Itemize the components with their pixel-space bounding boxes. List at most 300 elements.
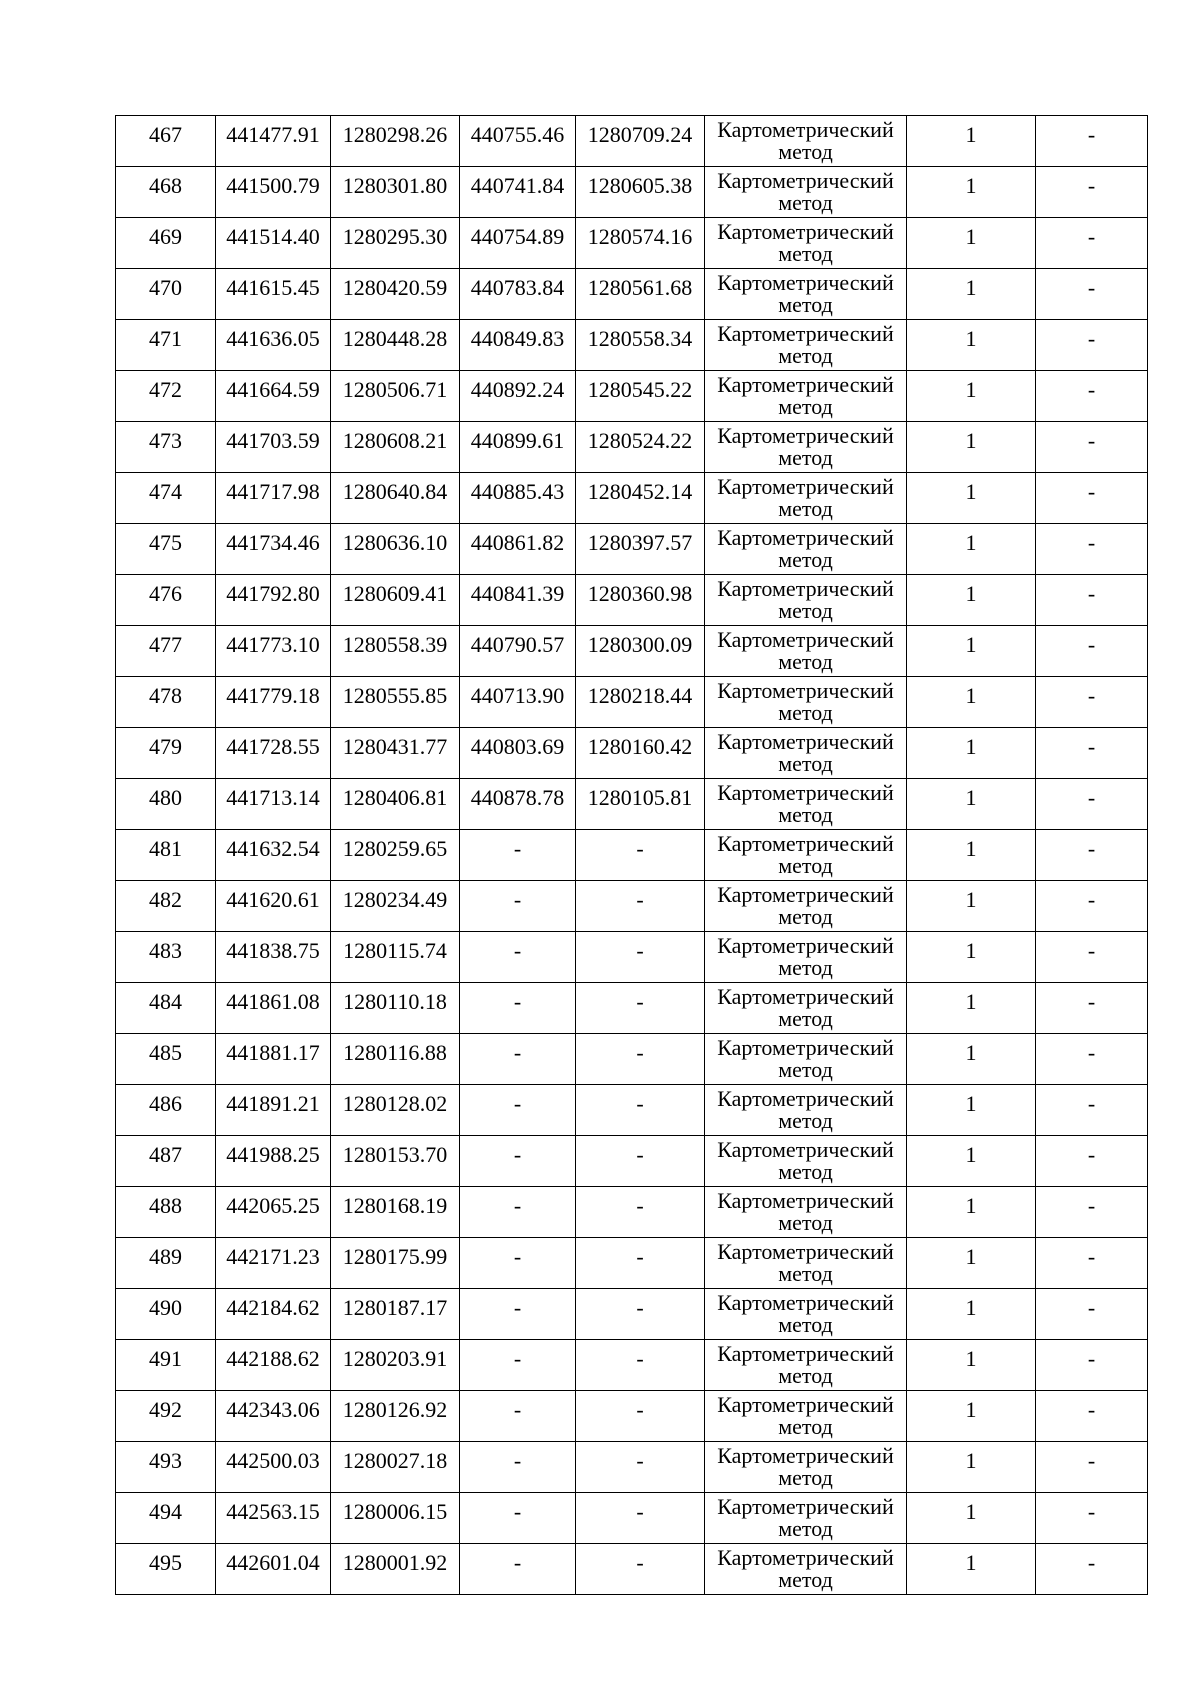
cell-x-coordinate: 442500.03	[216, 1442, 331, 1493]
cell-point-number: 471	[116, 320, 216, 371]
cell-note: -	[1036, 320, 1148, 371]
cell-method	[705, 728, 907, 779]
method-line-2: метод	[778, 751, 833, 776]
method-line-2: метод	[778, 241, 833, 266]
cell-note: -	[1036, 1391, 1148, 1442]
method-line-1: Картометрический	[717, 1290, 894, 1315]
cell-x-coordinate: 441620.61	[216, 881, 331, 932]
table-row	[116, 218, 1148, 269]
cell-y-coordinate-2: -	[576, 1136, 705, 1187]
method-line-1: Картометрический	[717, 321, 894, 346]
method-line-2: метод	[778, 1516, 833, 1541]
method-line-2: метод	[778, 700, 833, 725]
cell-y-coordinate: 1280110.18	[331, 983, 460, 1034]
cell-y-coordinate-2: 1280360.98	[576, 575, 705, 626]
cell-y-coordinate-2: -	[576, 1085, 705, 1136]
cell-x-coordinate: 441514.40	[216, 218, 331, 269]
method-line-2: метод	[778, 1261, 833, 1286]
method-line-2: метод	[778, 955, 833, 980]
cell-method	[705, 1136, 907, 1187]
method-line-1: Картометрический	[717, 423, 894, 448]
cell-y-coordinate: 1280153.70	[331, 1136, 460, 1187]
cell-accuracy: 1	[907, 218, 1036, 269]
cell-method	[705, 779, 907, 830]
cell-x-coordinate-2: -	[460, 1493, 576, 1544]
cell-x-coordinate-2: 440885.43	[460, 473, 576, 524]
cell-x-coordinate-2: -	[460, 983, 576, 1034]
method-line-2: метод	[778, 1006, 833, 1031]
method-line-2: метод	[778, 904, 833, 929]
cell-x-coordinate-2: -	[460, 1136, 576, 1187]
method-line-2: метод	[778, 292, 833, 317]
cell-y-coordinate: 1280295.30	[331, 218, 460, 269]
cell-note: -	[1036, 1136, 1148, 1187]
cell-y-coordinate: 1280301.80	[331, 167, 460, 218]
cell-y-coordinate: 1280259.65	[331, 830, 460, 881]
cell-method	[705, 575, 907, 626]
cell-y-coordinate-2: -	[576, 830, 705, 881]
cell-y-coordinate: 1280027.18	[331, 1442, 460, 1493]
method-line-1: Картометрический	[717, 831, 894, 856]
cell-point-number: 492	[116, 1391, 216, 1442]
cell-note: -	[1036, 728, 1148, 779]
cell-y-coordinate: 1280187.17	[331, 1289, 460, 1340]
method-line-2: метод	[778, 1363, 833, 1388]
cell-x-coordinate-2: 440878.78	[460, 779, 576, 830]
cell-accuracy: 1	[907, 728, 1036, 779]
method-line-1: Картометрический	[717, 1086, 894, 1111]
cell-method	[705, 320, 907, 371]
cell-x-coordinate: 441664.59	[216, 371, 331, 422]
cell-method	[705, 626, 907, 677]
cell-x-coordinate: 442343.06	[216, 1391, 331, 1442]
method-line-1: Картометрический	[717, 678, 894, 703]
method-line-1: Картометрический	[717, 117, 894, 142]
cell-accuracy: 1	[907, 677, 1036, 728]
method-line-2: метод	[778, 1414, 833, 1439]
cell-x-coordinate-2: 440741.84	[460, 167, 576, 218]
cell-x-coordinate: 441734.46	[216, 524, 331, 575]
cell-method	[705, 371, 907, 422]
cell-y-coordinate-2: 1280397.57	[576, 524, 705, 575]
cell-x-coordinate-2: -	[460, 932, 576, 983]
method-line-1: Картометрический	[717, 576, 894, 601]
cell-y-coordinate: 1280006.15	[331, 1493, 460, 1544]
cell-method	[705, 1442, 907, 1493]
table-row	[116, 320, 1148, 371]
cell-accuracy: 1	[907, 116, 1036, 167]
cell-y-coordinate-2: -	[576, 881, 705, 932]
table-row	[116, 1442, 1148, 1493]
cell-x-coordinate: 441881.17	[216, 1034, 331, 1085]
cell-accuracy: 1	[907, 269, 1036, 320]
cell-point-number: 468	[116, 167, 216, 218]
cell-y-coordinate: 1280640.84	[331, 473, 460, 524]
table-row	[116, 1187, 1148, 1238]
method-line-2: метод	[778, 394, 833, 419]
cell-x-coordinate: 441632.54	[216, 830, 331, 881]
cell-x-coordinate: 442563.15	[216, 1493, 331, 1544]
method-line-2: метод	[778, 1465, 833, 1490]
table-row	[116, 524, 1148, 575]
table-row	[116, 473, 1148, 524]
cell-note: -	[1036, 881, 1148, 932]
cell-accuracy: 1	[907, 830, 1036, 881]
cell-method	[705, 881, 907, 932]
cell-x-coordinate-2: -	[460, 1442, 576, 1493]
cell-note: -	[1036, 524, 1148, 575]
cell-point-number: 482	[116, 881, 216, 932]
cell-method	[705, 1187, 907, 1238]
cell-x-coordinate-2: 440713.90	[460, 677, 576, 728]
cell-x-coordinate: 441500.79	[216, 167, 331, 218]
cell-method	[705, 1238, 907, 1289]
method-line-2: метод	[778, 445, 833, 470]
cell-x-coordinate: 442065.25	[216, 1187, 331, 1238]
cell-point-number: 476	[116, 575, 216, 626]
cell-x-coordinate: 441703.59	[216, 422, 331, 473]
cell-accuracy: 1	[907, 1493, 1036, 1544]
cell-y-coordinate-2: -	[576, 1544, 705, 1595]
cell-y-coordinate-2: 1280545.22	[576, 371, 705, 422]
cell-y-coordinate-2: -	[576, 983, 705, 1034]
cell-y-coordinate: 1280608.21	[331, 422, 460, 473]
cell-y-coordinate-2: 1280605.38	[576, 167, 705, 218]
cell-y-coordinate: 1280175.99	[331, 1238, 460, 1289]
cell-x-coordinate: 441838.75	[216, 932, 331, 983]
cell-method	[705, 422, 907, 473]
method-line-2: метод	[778, 1108, 833, 1133]
cell-accuracy: 1	[907, 881, 1036, 932]
cell-point-number: 488	[116, 1187, 216, 1238]
method-line-1: Картометрический	[717, 168, 894, 193]
cell-point-number: 485	[116, 1034, 216, 1085]
cell-y-coordinate: 1280234.49	[331, 881, 460, 932]
cell-accuracy: 1	[907, 1136, 1036, 1187]
table-row	[116, 1289, 1148, 1340]
cell-y-coordinate: 1280203.91	[331, 1340, 460, 1391]
cell-note: -	[1036, 932, 1148, 983]
cell-x-coordinate-2: -	[460, 1289, 576, 1340]
method-line-1: Картометрический	[717, 882, 894, 907]
cell-x-coordinate: 442171.23	[216, 1238, 331, 1289]
method-line-2: метод	[778, 1312, 833, 1337]
method-line-2: метод	[778, 190, 833, 215]
cell-y-coordinate: 1280431.77	[331, 728, 460, 779]
cell-x-coordinate-2: 440849.83	[460, 320, 576, 371]
cell-note: -	[1036, 779, 1148, 830]
cell-x-coordinate: 441891.21	[216, 1085, 331, 1136]
table-row	[116, 881, 1148, 932]
cell-note: -	[1036, 1340, 1148, 1391]
cell-note: -	[1036, 1493, 1148, 1544]
cell-method	[705, 1034, 907, 1085]
cell-x-coordinate: 441615.45	[216, 269, 331, 320]
cell-method	[705, 1493, 907, 1544]
cell-y-coordinate-2: 1280524.22	[576, 422, 705, 473]
cell-note: -	[1036, 371, 1148, 422]
cell-x-coordinate-2: -	[460, 881, 576, 932]
cell-note: -	[1036, 677, 1148, 728]
cell-note: -	[1036, 1289, 1148, 1340]
table-row	[116, 575, 1148, 626]
cell-method	[705, 677, 907, 728]
cell-accuracy: 1	[907, 473, 1036, 524]
cell-method	[705, 932, 907, 983]
method-line-1: Картометрический	[717, 780, 894, 805]
cell-method	[705, 1340, 907, 1391]
cell-x-coordinate-2: 440892.24	[460, 371, 576, 422]
cell-note: -	[1036, 1085, 1148, 1136]
cell-method	[705, 1085, 907, 1136]
cell-note: -	[1036, 575, 1148, 626]
cell-y-coordinate: 1280506.71	[331, 371, 460, 422]
cell-point-number: 472	[116, 371, 216, 422]
method-line-2: метод	[778, 139, 833, 164]
cell-note: -	[1036, 218, 1148, 269]
cell-x-coordinate-2: 440861.82	[460, 524, 576, 575]
cell-y-coordinate: 1280420.59	[331, 269, 460, 320]
cell-accuracy: 1	[907, 320, 1036, 371]
cell-note: -	[1036, 830, 1148, 881]
cell-method	[705, 473, 907, 524]
cell-x-coordinate: 441773.10	[216, 626, 331, 677]
cell-y-coordinate-2: 1280561.68	[576, 269, 705, 320]
cell-point-number: 487	[116, 1136, 216, 1187]
cell-y-coordinate-2: -	[576, 932, 705, 983]
cell-point-number: 490	[116, 1289, 216, 1340]
cell-accuracy: 1	[907, 1340, 1036, 1391]
table-row	[116, 830, 1148, 881]
cell-point-number: 477	[116, 626, 216, 677]
cell-note: -	[1036, 422, 1148, 473]
table-row	[116, 1544, 1148, 1595]
cell-y-coordinate: 1280001.92	[331, 1544, 460, 1595]
cell-method	[705, 116, 907, 167]
cell-point-number: 484	[116, 983, 216, 1034]
method-line-1: Картометрический	[717, 627, 894, 652]
cell-x-coordinate-2: -	[460, 1544, 576, 1595]
cell-x-coordinate: 441717.98	[216, 473, 331, 524]
cell-point-number: 493	[116, 1442, 216, 1493]
method-line-2: метод	[778, 802, 833, 827]
cell-note: -	[1036, 116, 1148, 167]
cell-method	[705, 1544, 907, 1595]
cell-y-coordinate: 1280558.39	[331, 626, 460, 677]
cell-x-coordinate-2: 440899.61	[460, 422, 576, 473]
cell-point-number: 474	[116, 473, 216, 524]
cell-y-coordinate-2: -	[576, 1238, 705, 1289]
cell-y-coordinate: 1280128.02	[331, 1085, 460, 1136]
table-row	[116, 1238, 1148, 1289]
cell-point-number: 486	[116, 1085, 216, 1136]
table-row	[116, 167, 1148, 218]
method-line-2: метод	[778, 547, 833, 572]
cell-x-coordinate-2: -	[460, 830, 576, 881]
cell-x-coordinate-2: -	[460, 1085, 576, 1136]
cell-x-coordinate-2: 440783.84	[460, 269, 576, 320]
table-row	[116, 1085, 1148, 1136]
method-line-1: Картометрический	[717, 933, 894, 958]
cell-note: -	[1036, 1544, 1148, 1595]
cell-accuracy: 1	[907, 1442, 1036, 1493]
table-row	[116, 779, 1148, 830]
cell-y-coordinate: 1280168.19	[331, 1187, 460, 1238]
method-line-1: Картометрический	[717, 372, 894, 397]
cell-x-coordinate: 441477.91	[216, 116, 331, 167]
method-line-2: метод	[778, 1057, 833, 1082]
cell-x-coordinate: 441713.14	[216, 779, 331, 830]
table-row	[116, 422, 1148, 473]
cell-accuracy: 1	[907, 1544, 1036, 1595]
cell-accuracy: 1	[907, 371, 1036, 422]
cell-y-coordinate-2: 1280574.16	[576, 218, 705, 269]
cell-note: -	[1036, 473, 1148, 524]
cell-accuracy: 1	[907, 167, 1036, 218]
cell-x-coordinate: 441861.08	[216, 983, 331, 1034]
cell-accuracy: 1	[907, 932, 1036, 983]
cell-point-number: 491	[116, 1340, 216, 1391]
table-row	[116, 932, 1148, 983]
cell-point-number: 479	[116, 728, 216, 779]
method-line-1: Картометрический	[717, 1239, 894, 1264]
cell-accuracy: 1	[907, 779, 1036, 830]
cell-x-coordinate-2: 440755.46	[460, 116, 576, 167]
cell-point-number: 495	[116, 1544, 216, 1595]
cell-point-number: 481	[116, 830, 216, 881]
method-line-2: метод	[778, 343, 833, 368]
table-row	[116, 677, 1148, 728]
cell-accuracy: 1	[907, 422, 1036, 473]
cell-point-number: 469	[116, 218, 216, 269]
cell-accuracy: 1	[907, 1187, 1036, 1238]
table-row	[116, 728, 1148, 779]
table-body	[116, 116, 1148, 1595]
method-line-1: Картометрический	[717, 1545, 894, 1570]
cell-y-coordinate: 1280116.88	[331, 1034, 460, 1085]
cell-y-coordinate-2: 1280218.44	[576, 677, 705, 728]
method-line-2: метод	[778, 1210, 833, 1235]
method-line-1: Картометрический	[717, 1035, 894, 1060]
cell-y-coordinate-2: -	[576, 1034, 705, 1085]
cell-x-coordinate-2: 440803.69	[460, 728, 576, 779]
method-line-1: Картометрический	[717, 1188, 894, 1213]
cell-y-coordinate-2: -	[576, 1442, 705, 1493]
cell-x-coordinate-2: -	[460, 1034, 576, 1085]
cell-accuracy: 1	[907, 1238, 1036, 1289]
cell-point-number: 473	[116, 422, 216, 473]
cell-point-number: 467	[116, 116, 216, 167]
cell-y-coordinate: 1280126.92	[331, 1391, 460, 1442]
cell-point-number: 470	[116, 269, 216, 320]
cell-x-coordinate: 441988.25	[216, 1136, 331, 1187]
cell-y-coordinate: 1280609.41	[331, 575, 460, 626]
cell-x-coordinate: 442601.04	[216, 1544, 331, 1595]
cell-point-number: 475	[116, 524, 216, 575]
cell-y-coordinate-2: -	[576, 1187, 705, 1238]
cell-method	[705, 830, 907, 881]
coordinates-table	[115, 115, 1148, 1595]
method-line-1: Картометрический	[717, 525, 894, 550]
cell-method	[705, 1289, 907, 1340]
method-line-1: Картометрический	[717, 1341, 894, 1366]
table-row	[116, 1136, 1148, 1187]
cell-y-coordinate: 1280448.28	[331, 320, 460, 371]
cell-point-number: 478	[116, 677, 216, 728]
cell-point-number: 494	[116, 1493, 216, 1544]
cell-x-coordinate-2: -	[460, 1187, 576, 1238]
method-line-1: Картометрический	[717, 1392, 894, 1417]
method-line-2: метод	[778, 598, 833, 623]
cell-accuracy: 1	[907, 1289, 1036, 1340]
cell-method	[705, 218, 907, 269]
cell-note: -	[1036, 626, 1148, 677]
cell-y-coordinate: 1280115.74	[331, 932, 460, 983]
method-line-1: Картометрический	[717, 729, 894, 754]
cell-y-coordinate-2: -	[576, 1391, 705, 1442]
cell-x-coordinate: 442184.62	[216, 1289, 331, 1340]
cell-x-coordinate-2: 440754.89	[460, 218, 576, 269]
cell-note: -	[1036, 983, 1148, 1034]
method-line-1: Картометрический	[717, 1494, 894, 1519]
table-row	[116, 269, 1148, 320]
cell-y-coordinate-2: -	[576, 1340, 705, 1391]
cell-point-number: 483	[116, 932, 216, 983]
method-line-1: Картометрический	[717, 1443, 894, 1468]
method-line-1: Картометрический	[717, 984, 894, 1009]
method-line-1: Картометрический	[717, 474, 894, 499]
cell-accuracy: 1	[907, 1034, 1036, 1085]
cell-y-coordinate-2: 1280452.14	[576, 473, 705, 524]
method-line-2: метод	[778, 1159, 833, 1184]
cell-accuracy: 1	[907, 575, 1036, 626]
cell-x-coordinate: 442188.62	[216, 1340, 331, 1391]
cell-x-coordinate: 441779.18	[216, 677, 331, 728]
cell-x-coordinate: 441728.55	[216, 728, 331, 779]
table-row	[116, 116, 1148, 167]
table-row	[116, 1340, 1148, 1391]
cell-y-coordinate-2: 1280160.42	[576, 728, 705, 779]
cell-y-coordinate-2: -	[576, 1493, 705, 1544]
method-line-1: Картометрический	[717, 270, 894, 295]
table-row	[116, 371, 1148, 422]
method-line-2: метод	[778, 853, 833, 878]
cell-y-coordinate: 1280555.85	[331, 677, 460, 728]
table-row	[116, 983, 1148, 1034]
cell-note: -	[1036, 1187, 1148, 1238]
cell-x-coordinate: 441636.05	[216, 320, 331, 371]
cell-point-number: 480	[116, 779, 216, 830]
method-line-1: Картометрический	[717, 219, 894, 244]
cell-x-coordinate-2: 440841.39	[460, 575, 576, 626]
cell-method	[705, 983, 907, 1034]
cell-y-coordinate-2: 1280558.34	[576, 320, 705, 371]
cell-y-coordinate: 1280406.81	[331, 779, 460, 830]
cell-y-coordinate-2: 1280300.09	[576, 626, 705, 677]
cell-point-number: 489	[116, 1238, 216, 1289]
method-line-2: метод	[778, 1567, 833, 1592]
method-line-2: метод	[778, 649, 833, 674]
method-line-1: Картометрический	[717, 1137, 894, 1162]
cell-accuracy: 1	[907, 524, 1036, 575]
cell-x-coordinate-2: -	[460, 1340, 576, 1391]
cell-note: -	[1036, 1034, 1148, 1085]
cell-y-coordinate-2: -	[576, 1289, 705, 1340]
table-row	[116, 1391, 1148, 1442]
cell-y-coordinate-2: 1280709.24	[576, 116, 705, 167]
cell-x-coordinate-2: 440790.57	[460, 626, 576, 677]
cell-accuracy: 1	[907, 626, 1036, 677]
